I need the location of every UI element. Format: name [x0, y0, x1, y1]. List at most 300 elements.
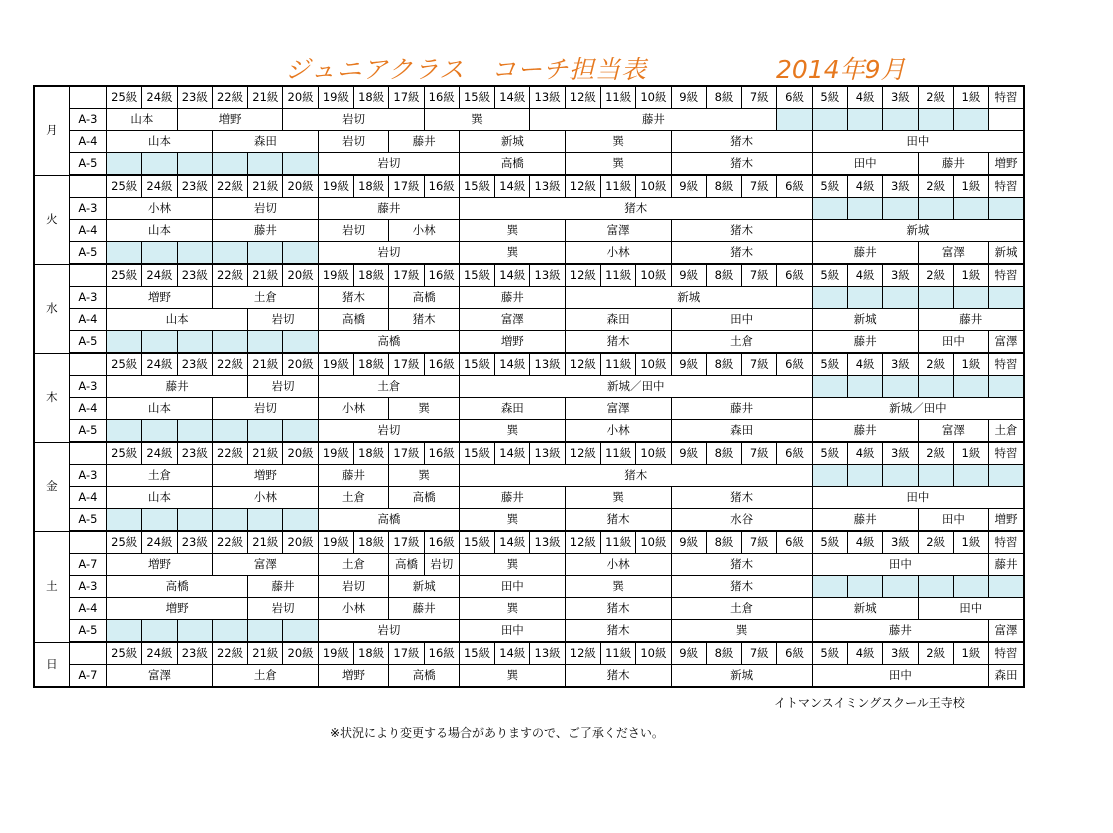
empty-cell — [883, 109, 918, 131]
grade-header: 19級 — [318, 642, 353, 665]
day-label: 水 — [34, 264, 69, 353]
empty-cell — [847, 109, 882, 131]
grade-header: 9級 — [671, 642, 706, 665]
coach-cell: 山本 — [107, 487, 213, 509]
empty-cell — [812, 109, 847, 131]
grade-header: 3級 — [883, 531, 918, 554]
coach-cell: 新城／田中 — [812, 398, 1024, 420]
empty-cell — [989, 287, 1024, 309]
class-label: A-3 — [69, 376, 106, 398]
grade-header: 21級 — [248, 353, 283, 376]
grade-header: 特習 — [989, 531, 1024, 554]
grade-header-row — [34, 175, 1024, 198]
day-label: 木 — [34, 353, 69, 442]
coach-cell: 増野 — [177, 109, 283, 131]
grade-header: 12級 — [565, 86, 600, 109]
grade-header: 23級 — [177, 86, 212, 109]
grade-header: 22級 — [212, 642, 247, 665]
grade-header: 14級 — [495, 264, 530, 287]
empty-cell — [918, 465, 953, 487]
grade-header: 6級 — [777, 642, 812, 665]
grade-header: 24級 — [142, 531, 177, 554]
grade-header: 特習 — [989, 353, 1024, 376]
grade-header: 21級 — [248, 86, 283, 109]
class-row — [34, 309, 1024, 331]
grade-header: 13級 — [530, 531, 565, 554]
coach-cell: 猪木 — [671, 576, 812, 598]
coach-cell: 新城／田中 — [459, 376, 812, 398]
empty-cell — [142, 420, 177, 443]
coach-cell: 岩切 — [248, 376, 319, 398]
empty-cell — [107, 620, 142, 643]
grade-header: 17級 — [389, 642, 424, 665]
coach-cell: 田中 — [459, 620, 565, 643]
grade-header: 8級 — [706, 642, 741, 665]
grade-header: 22級 — [212, 175, 247, 198]
class-row — [34, 109, 1024, 131]
grade-header: 2級 — [918, 86, 953, 109]
grade-header: 12級 — [565, 264, 600, 287]
empty-cell — [847, 198, 882, 220]
grade-header: 24級 — [142, 353, 177, 376]
coach-cell: 藤井 — [318, 465, 389, 487]
grade-header: 2級 — [918, 175, 953, 198]
empty-cell — [283, 420, 318, 443]
grade-header: 23級 — [177, 642, 212, 665]
coach-cell: 土倉 — [212, 665, 318, 688]
grade-header: 19級 — [318, 86, 353, 109]
grade-header: 18級 — [354, 175, 389, 198]
coach-cell: 森田 — [565, 309, 671, 331]
empty-cell — [283, 331, 318, 354]
coach-cell: 田中 — [812, 131, 1024, 153]
grade-header-row — [34, 642, 1024, 665]
grade-header: 17級 — [389, 353, 424, 376]
empty-cell — [212, 420, 247, 443]
grade-header: 24級 — [142, 264, 177, 287]
class-row — [34, 287, 1024, 309]
grade-header: 1級 — [953, 353, 988, 376]
coach-cell: 猪木 — [389, 309, 460, 331]
grade-header: 4級 — [847, 175, 882, 198]
empty-cell — [142, 509, 177, 532]
coach-cell: 田中 — [918, 331, 989, 354]
class-header-blank — [69, 175, 106, 198]
empty-cell — [883, 376, 918, 398]
coach-cell: 巽 — [459, 420, 565, 443]
grade-header: 15級 — [459, 642, 494, 665]
grade-header: 25級 — [107, 642, 142, 665]
grade-header: 12級 — [565, 175, 600, 198]
grade-header: 15級 — [459, 86, 494, 109]
grade-header: 19級 — [318, 353, 353, 376]
empty-cell — [142, 153, 177, 176]
coach-cell: 巽 — [389, 398, 460, 420]
grade-header: 23級 — [177, 175, 212, 198]
coach-cell: 小林 — [565, 554, 671, 576]
grade-header: 10級 — [636, 442, 671, 465]
empty-cell — [283, 153, 318, 176]
coach-cell: 土倉 — [318, 487, 389, 509]
coach-cell: 山本 — [107, 220, 213, 242]
empty-cell — [918, 287, 953, 309]
class-row — [34, 465, 1024, 487]
coach-cell: 増野 — [107, 598, 248, 620]
coach-cell: 岩切 — [212, 398, 318, 420]
grade-header: 11級 — [601, 442, 636, 465]
grade-header: 6級 — [777, 175, 812, 198]
grade-header: 8級 — [706, 175, 741, 198]
coach-cell: 猪木 — [671, 487, 812, 509]
empty-cell — [107, 509, 142, 532]
grade-header: 7級 — [742, 531, 777, 554]
coach-cell: 田中 — [812, 665, 988, 688]
class-label: A-7 — [69, 554, 106, 576]
grade-header-row — [34, 264, 1024, 287]
coach-cell: 富澤 — [107, 665, 213, 688]
class-label: A-5 — [69, 331, 106, 354]
grade-header: 1級 — [953, 442, 988, 465]
class-row — [34, 576, 1024, 598]
empty-cell — [142, 620, 177, 643]
grade-header: 18級 — [354, 442, 389, 465]
coach-cell: 増野 — [107, 287, 213, 309]
grade-header: 16級 — [424, 175, 459, 198]
grade-header: 19級 — [318, 531, 353, 554]
grade-header: 7級 — [742, 442, 777, 465]
grade-header: 9級 — [671, 86, 706, 109]
grade-header: 13級 — [530, 353, 565, 376]
grade-header: 22級 — [212, 442, 247, 465]
grade-header: 24級 — [142, 86, 177, 109]
empty-cell — [283, 242, 318, 265]
coach-cell: 猪木 — [565, 598, 671, 620]
coach-cell: 岩切 — [318, 620, 459, 643]
grade-header: 5級 — [812, 642, 847, 665]
grade-header-row — [34, 86, 1024, 109]
coach-cell: 藤井 — [918, 309, 1024, 331]
coach-cell: 猪木 — [671, 131, 812, 153]
coach-cell: 土倉 — [107, 465, 213, 487]
empty-cell — [883, 576, 918, 598]
class-label: A-5 — [69, 242, 106, 265]
class-row — [34, 331, 1024, 354]
grade-header: 4級 — [847, 264, 882, 287]
grade-header: 19級 — [318, 175, 353, 198]
coach-cell: 岩切 — [248, 598, 319, 620]
coach-cell: 土倉 — [318, 376, 459, 398]
grade-header-row — [34, 531, 1024, 554]
coach-cell: 猪木 — [565, 620, 671, 643]
coach-cell: 猪木 — [565, 509, 671, 532]
empty-cell — [953, 376, 988, 398]
grade-header: 20級 — [283, 353, 318, 376]
coach-cell: 岩切 — [318, 576, 389, 598]
grade-header: 6級 — [777, 353, 812, 376]
coach-cell: 高橋 — [318, 331, 459, 354]
grade-header: 4級 — [847, 642, 882, 665]
class-row — [34, 376, 1024, 398]
grade-header: 25級 — [107, 175, 142, 198]
coach-cell: 森田 — [212, 131, 318, 153]
grade-header: 25級 — [107, 353, 142, 376]
coach-cell: 藤井 — [812, 620, 988, 643]
empty-cell — [847, 287, 882, 309]
coach-cell: 山本 — [107, 309, 248, 331]
empty-cell — [989, 198, 1024, 220]
grade-header: 3級 — [883, 175, 918, 198]
coach-cell: 新城 — [671, 665, 812, 688]
grade-header: 2級 — [918, 642, 953, 665]
coach-cell: 岩切 — [318, 220, 389, 242]
day-label: 日 — [34, 642, 69, 687]
coach-cell: 岩切 — [318, 153, 459, 176]
empty-cell — [847, 465, 882, 487]
grade-header: 14級 — [495, 642, 530, 665]
grade-header: 21級 — [248, 531, 283, 554]
grade-header: 7級 — [742, 353, 777, 376]
empty-cell — [107, 420, 142, 443]
grade-header: 15級 — [459, 442, 494, 465]
grade-header: 2級 — [918, 264, 953, 287]
empty-cell — [283, 620, 318, 643]
class-label: A-4 — [69, 131, 106, 153]
grade-header: 11級 — [601, 353, 636, 376]
grade-header: 18級 — [354, 531, 389, 554]
empty-cell — [812, 576, 847, 598]
grade-header: 17級 — [389, 175, 424, 198]
class-row — [34, 598, 1024, 620]
empty-cell — [177, 153, 212, 176]
coach-cell: 新城 — [812, 598, 918, 620]
coach-cell: 岩切 — [424, 554, 459, 576]
empty-cell — [953, 109, 988, 131]
grade-header: 14級 — [495, 531, 530, 554]
disclaimer-note: ※状況により変更する場合がありますので、ご了承ください。 — [330, 726, 664, 740]
class-header-blank — [69, 642, 106, 665]
grade-header: 特習 — [989, 175, 1024, 198]
coach-cell: 高橋 — [459, 153, 565, 176]
coach-cell: 猪木 — [671, 153, 812, 176]
class-row — [34, 620, 1024, 643]
grade-header: 20級 — [283, 264, 318, 287]
empty-cell — [212, 242, 247, 265]
grade-header: 8級 — [706, 86, 741, 109]
coach-cell: 藤井 — [248, 576, 319, 598]
grade-header: 11級 — [601, 175, 636, 198]
class-header-blank — [69, 86, 106, 109]
grade-header: 20級 — [283, 86, 318, 109]
grade-header: 1級 — [953, 642, 988, 665]
empty-cell — [248, 242, 283, 265]
coach-cell: 高橋 — [318, 509, 459, 532]
grade-header: 7級 — [742, 264, 777, 287]
coach-cell: 山本 — [107, 398, 213, 420]
grade-header: 16級 — [424, 86, 459, 109]
coach-cell: 土倉 — [318, 554, 389, 576]
coach-cell: 藤井 — [107, 376, 248, 398]
grade-header: 9級 — [671, 531, 706, 554]
grade-header: 15級 — [459, 175, 494, 198]
empty-cell — [953, 287, 988, 309]
grade-header: 11級 — [601, 642, 636, 665]
school-name: イトマンスイミングスクール王寺校 — [774, 696, 965, 710]
grade-header: 6級 — [777, 531, 812, 554]
coach-cell: 小林 — [107, 198, 213, 220]
grade-header: 10級 — [636, 86, 671, 109]
coach-cell: 田中 — [812, 487, 1024, 509]
coach-cell: 小林 — [212, 487, 318, 509]
grade-header: 21級 — [248, 264, 283, 287]
grade-header: 17級 — [389, 86, 424, 109]
grade-header: 18級 — [354, 86, 389, 109]
coach-cell: 藤井 — [389, 598, 460, 620]
coach-cell: 巽 — [459, 598, 565, 620]
coach-cell: 高橋 — [389, 665, 460, 688]
grade-header: 20級 — [283, 642, 318, 665]
class-row — [34, 242, 1024, 265]
grade-header: 16級 — [424, 642, 459, 665]
grade-header: 13級 — [530, 86, 565, 109]
coach-cell: 藤井 — [918, 153, 989, 176]
coach-cell: 藤井 — [812, 242, 918, 265]
coach-cell: 巽 — [459, 242, 565, 265]
class-label: A-7 — [69, 665, 106, 688]
grade-header: 5級 — [812, 531, 847, 554]
class-row — [34, 220, 1024, 242]
grade-header: 5級 — [812, 86, 847, 109]
empty-cell — [812, 465, 847, 487]
grade-header: 5級 — [812, 353, 847, 376]
grade-header: 11級 — [601, 86, 636, 109]
coach-cell: 富澤 — [459, 309, 565, 331]
empty-cell — [883, 465, 918, 487]
grade-header: 17級 — [389, 264, 424, 287]
grade-header: 4級 — [847, 86, 882, 109]
coach-cell: 増野 — [107, 554, 213, 576]
grade-header: 25級 — [107, 531, 142, 554]
grade-header: 14級 — [495, 175, 530, 198]
empty-cell — [248, 420, 283, 443]
day-label: 土 — [34, 531, 69, 642]
grade-header: 9級 — [671, 353, 706, 376]
grade-header: 10級 — [636, 175, 671, 198]
grade-header: 2級 — [918, 531, 953, 554]
coach-cell: 新城 — [812, 309, 918, 331]
grade-header: 3級 — [883, 442, 918, 465]
grade-header: 24級 — [142, 442, 177, 465]
coach-cell: 猪木 — [671, 242, 812, 265]
coach-cell: 岩切 — [248, 309, 319, 331]
grade-header: 7級 — [742, 642, 777, 665]
grade-header: 6級 — [777, 442, 812, 465]
grade-header: 8級 — [706, 442, 741, 465]
empty-cell — [107, 331, 142, 354]
grade-header: 9級 — [671, 442, 706, 465]
grade-header: 13級 — [530, 642, 565, 665]
coach-cell: 猪木 — [318, 287, 389, 309]
grade-header: 17級 — [389, 531, 424, 554]
coach-cell: 富澤 — [918, 242, 989, 265]
empty-cell — [177, 331, 212, 354]
coach-cell: 新城 — [565, 287, 812, 309]
coach-cell: 高橋 — [389, 287, 460, 309]
grade-header: 13級 — [530, 175, 565, 198]
coach-cell: 藤井 — [812, 331, 918, 354]
coach-cell: 田中 — [459, 576, 565, 598]
grade-header: 9級 — [671, 264, 706, 287]
coach-cell: 巽 — [565, 487, 671, 509]
grade-header: 1級 — [953, 264, 988, 287]
grade-header: 20級 — [283, 442, 318, 465]
grade-header: 23級 — [177, 531, 212, 554]
grade-header: 特習 — [989, 442, 1024, 465]
grade-header: 19級 — [318, 264, 353, 287]
coach-cell: 土倉 — [989, 420, 1024, 443]
grade-header: 16級 — [424, 531, 459, 554]
grade-header: 7級 — [742, 86, 777, 109]
grade-header: 6級 — [777, 264, 812, 287]
coach-cell: 新城 — [389, 576, 460, 598]
grade-header: 21級 — [248, 642, 283, 665]
empty-cell — [177, 620, 212, 643]
empty-cell — [989, 465, 1024, 487]
grade-header: 16級 — [424, 442, 459, 465]
grade-header: 11級 — [601, 264, 636, 287]
grade-header: 21級 — [248, 442, 283, 465]
coach-cell: 山本 — [107, 109, 178, 131]
grade-header: 特習 — [989, 642, 1024, 665]
coach-cell: 巽 — [565, 153, 671, 176]
empty-cell — [107, 153, 142, 176]
coach-cell: 高橋 — [389, 554, 424, 576]
empty-cell — [248, 153, 283, 176]
coach-cell: 田中 — [918, 509, 989, 532]
empty-cell — [918, 198, 953, 220]
coach-cell: 猪木 — [459, 198, 812, 220]
empty-cell — [918, 109, 953, 131]
coach-cell: 巽 — [671, 620, 812, 643]
coach-cell: 藤井 — [459, 287, 565, 309]
coach-cell: 増野 — [989, 509, 1024, 532]
coach-cell: 巽 — [565, 131, 671, 153]
empty-cell — [177, 242, 212, 265]
class-label: A-5 — [69, 153, 106, 176]
grade-header: 特習 — [989, 86, 1024, 109]
grade-header: 25級 — [107, 264, 142, 287]
coach-cell: 土倉 — [671, 331, 812, 354]
coach-cell: 巽 — [459, 554, 565, 576]
grade-header: 23級 — [177, 442, 212, 465]
coach-cell: 藤井 — [812, 420, 918, 443]
schedule-date: 2014年9月 — [776, 55, 906, 84]
grade-header: 19級 — [318, 442, 353, 465]
empty-cell — [989, 576, 1024, 598]
empty-cell — [918, 376, 953, 398]
coach-cell: 猪木 — [671, 554, 812, 576]
grade-header: 14級 — [495, 353, 530, 376]
grade-header: 18級 — [354, 353, 389, 376]
empty-cell — [847, 576, 882, 598]
coach-cell: 藤井 — [530, 109, 777, 131]
grade-header: 3級 — [883, 264, 918, 287]
coach-cell: 森田 — [989, 665, 1024, 688]
coach-cell: 森田 — [671, 420, 812, 443]
coach-cell: 岩切 — [283, 109, 424, 131]
grade-header: 24級 — [142, 175, 177, 198]
coach-cell: 富澤 — [989, 620, 1024, 643]
coach-schedule-table — [33, 85, 1025, 688]
